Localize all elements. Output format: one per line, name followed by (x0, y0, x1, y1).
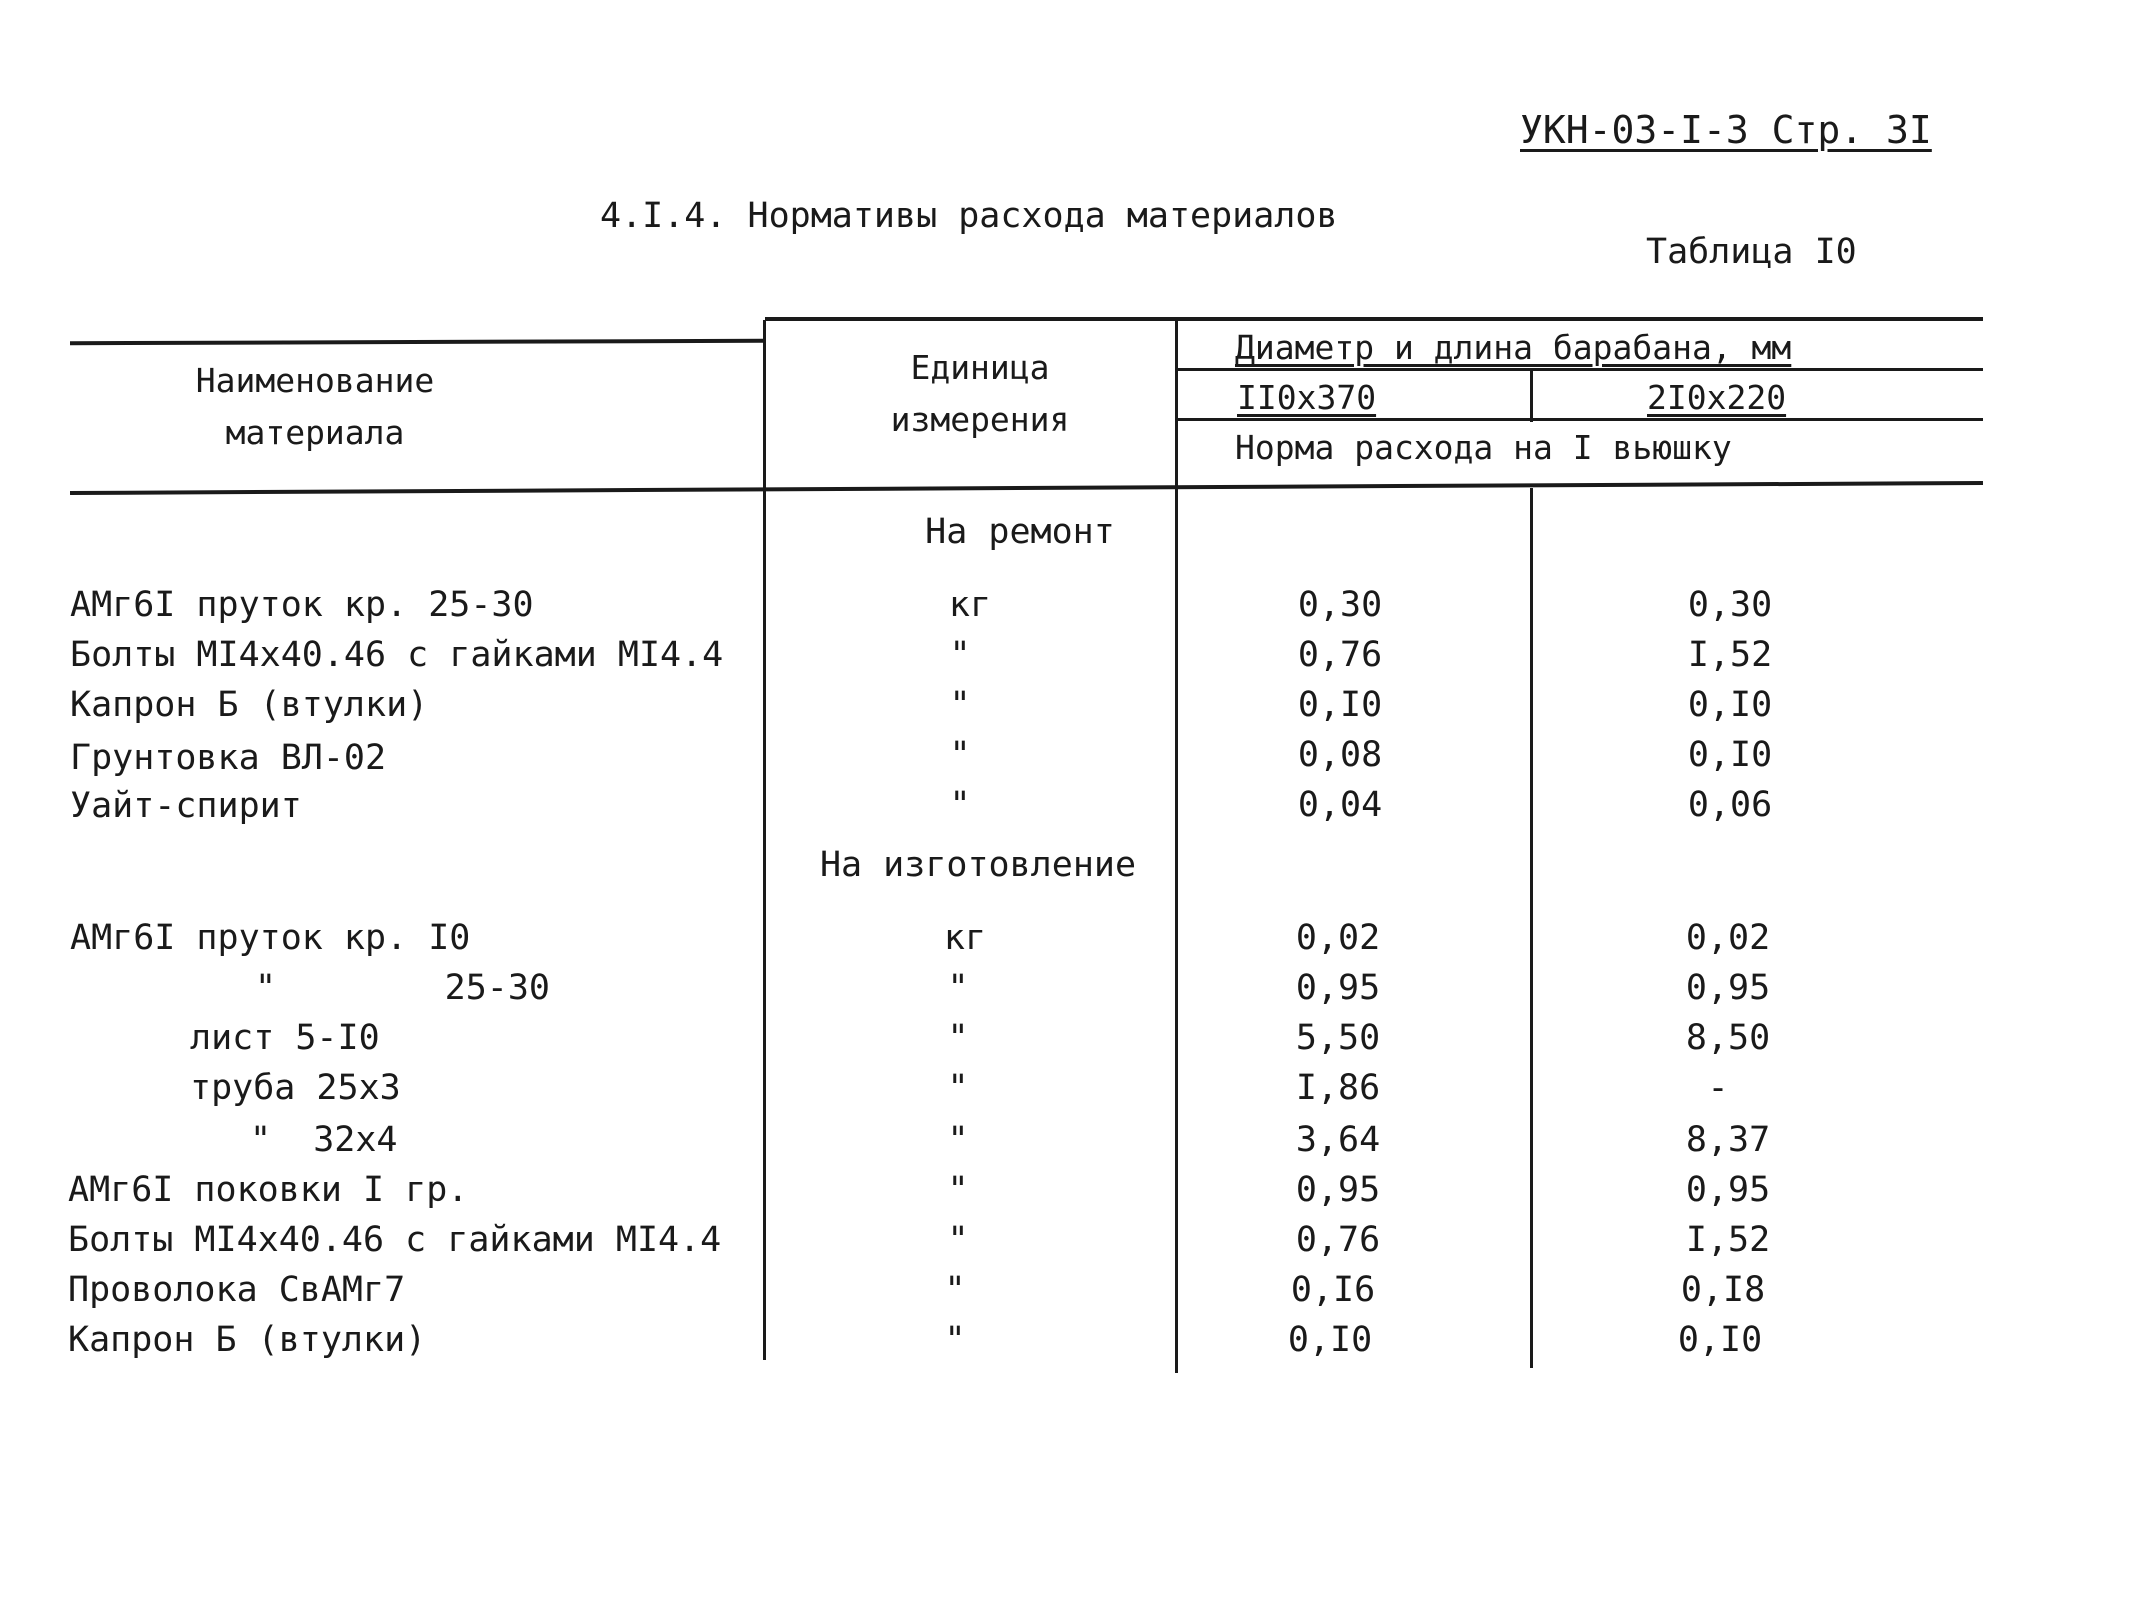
row-norm-1: 0,I0 (1287, 1320, 1373, 1360)
row-norm-2: 8,37 (1685, 1120, 1771, 1160)
row-material: Капрон Б (втулки) (68, 1320, 427, 1360)
row-norm-1: 0,I6 (1290, 1270, 1376, 1310)
row-material: " 32x4 (250, 1120, 398, 1160)
row-unit: " (947, 1120, 969, 1160)
table-top-rule-right (765, 317, 1983, 321)
row-norm-2: I,52 (1687, 635, 1773, 675)
row-norm-2: 0,I0 (1677, 1320, 1763, 1360)
row-unit: кг (948, 585, 992, 625)
row-material: АМг6I пруток кр. 25-30 (70, 585, 534, 625)
row-norm-1: I,86 (1295, 1068, 1381, 1108)
row-norm-1: 5,50 (1295, 1018, 1381, 1058)
header-bottom-rule (70, 481, 1983, 495)
col-divider-2 (1175, 318, 1178, 1373)
row-material: Капрон Б (втулки) (70, 685, 429, 725)
row-norm-2: 0,I0 (1687, 735, 1773, 775)
section-title: 4.I.4. Нормативы расхода материалов (600, 196, 1338, 236)
row-unit: кг (943, 918, 987, 958)
row-unit: " (949, 635, 971, 675)
row-unit: " (947, 1068, 969, 1108)
row-material: Проволока СвАМг7 (68, 1270, 406, 1310)
table-top-rule (70, 339, 765, 345)
col-divider-4 (1530, 488, 1533, 1368)
row-norm-2: 0,I8 (1680, 1270, 1766, 1310)
row-unit: " (947, 1018, 969, 1058)
row-norm-1: 0,95 (1295, 968, 1381, 1008)
row-unit: " (947, 968, 969, 1008)
row-norm-1: 0,76 (1297, 635, 1383, 675)
row-norm-2: 0,I0 (1687, 685, 1773, 725)
row-unit: " (944, 1270, 966, 1310)
section-title-manufacture: На изготовление (819, 845, 1137, 885)
row-unit: " (944, 1320, 966, 1360)
row-norm-2: - (1707, 1068, 1729, 1108)
row-unit: " (949, 685, 971, 725)
document-code: УКН-03-I-3 Стр. 3I (1520, 108, 1932, 152)
row-material: АМг6I пруток кр. I0 (70, 918, 471, 958)
row-unit: " (947, 1220, 969, 1260)
row-material: труба 25x3 (190, 1068, 401, 1108)
row-norm-2: 0,30 (1687, 585, 1773, 625)
col-divider-3 (1530, 370, 1533, 422)
col-header-unit: Единица измерения (890, 348, 1070, 439)
col-header-norm: Норма расхода на I вьюшку (1235, 428, 1732, 467)
dim-rule (1177, 368, 1983, 371)
col-divider-1 (763, 320, 766, 1360)
row-norm-1: 0,30 (1297, 585, 1383, 625)
row-norm-1: 0,I0 (1297, 685, 1383, 725)
row-norm-1: 0,02 (1295, 918, 1381, 958)
row-norm-2: 0,95 (1685, 1170, 1771, 1210)
row-material: Болты МI4x40.46 с гайками МI4.4 (68, 1220, 722, 1260)
row-unit: " (949, 735, 971, 775)
row-unit: " (947, 1170, 969, 1210)
row-norm-1: 0,95 (1295, 1170, 1381, 1210)
row-norm-1: 3,64 (1295, 1120, 1381, 1160)
row-material: Болты МI4x40.46 с гайками МI4.4 (70, 635, 724, 675)
col-header-name: Наименование материала (195, 361, 435, 452)
table-label: Таблица I0 (1646, 232, 1857, 272)
row-material: АМг6I поковки I гр. (68, 1170, 469, 1210)
row-norm-2: 0,02 (1685, 918, 1771, 958)
row-material: Грунтовка ВЛ-02 (70, 738, 387, 778)
row-material: лист 5-I0 (190, 1018, 380, 1058)
row-norm-1: 0,04 (1297, 785, 1383, 825)
row-norm-1: 0,76 (1295, 1220, 1381, 1260)
row-material: " 25-30 (255, 968, 551, 1008)
row-norm-1: 0,08 (1297, 735, 1383, 775)
row-unit: " (949, 785, 971, 825)
row-norm-2: 8,50 (1685, 1018, 1771, 1058)
col-header-size-1: II0x370 (1237, 378, 1377, 417)
row-norm-2: I,52 (1685, 1220, 1771, 1260)
col-header-dimensions: Диаметр и длина барабана, мм (1235, 328, 1792, 367)
size-rule (1177, 418, 1983, 421)
col-header-size-2: 2I0x220 (1647, 378, 1787, 417)
section-title-repair: На ремонт (925, 512, 1115, 552)
row-norm-2: 0,06 (1687, 785, 1773, 825)
row-norm-2: 0,95 (1685, 968, 1771, 1008)
row-material: Уайт-спирит (70, 786, 302, 826)
